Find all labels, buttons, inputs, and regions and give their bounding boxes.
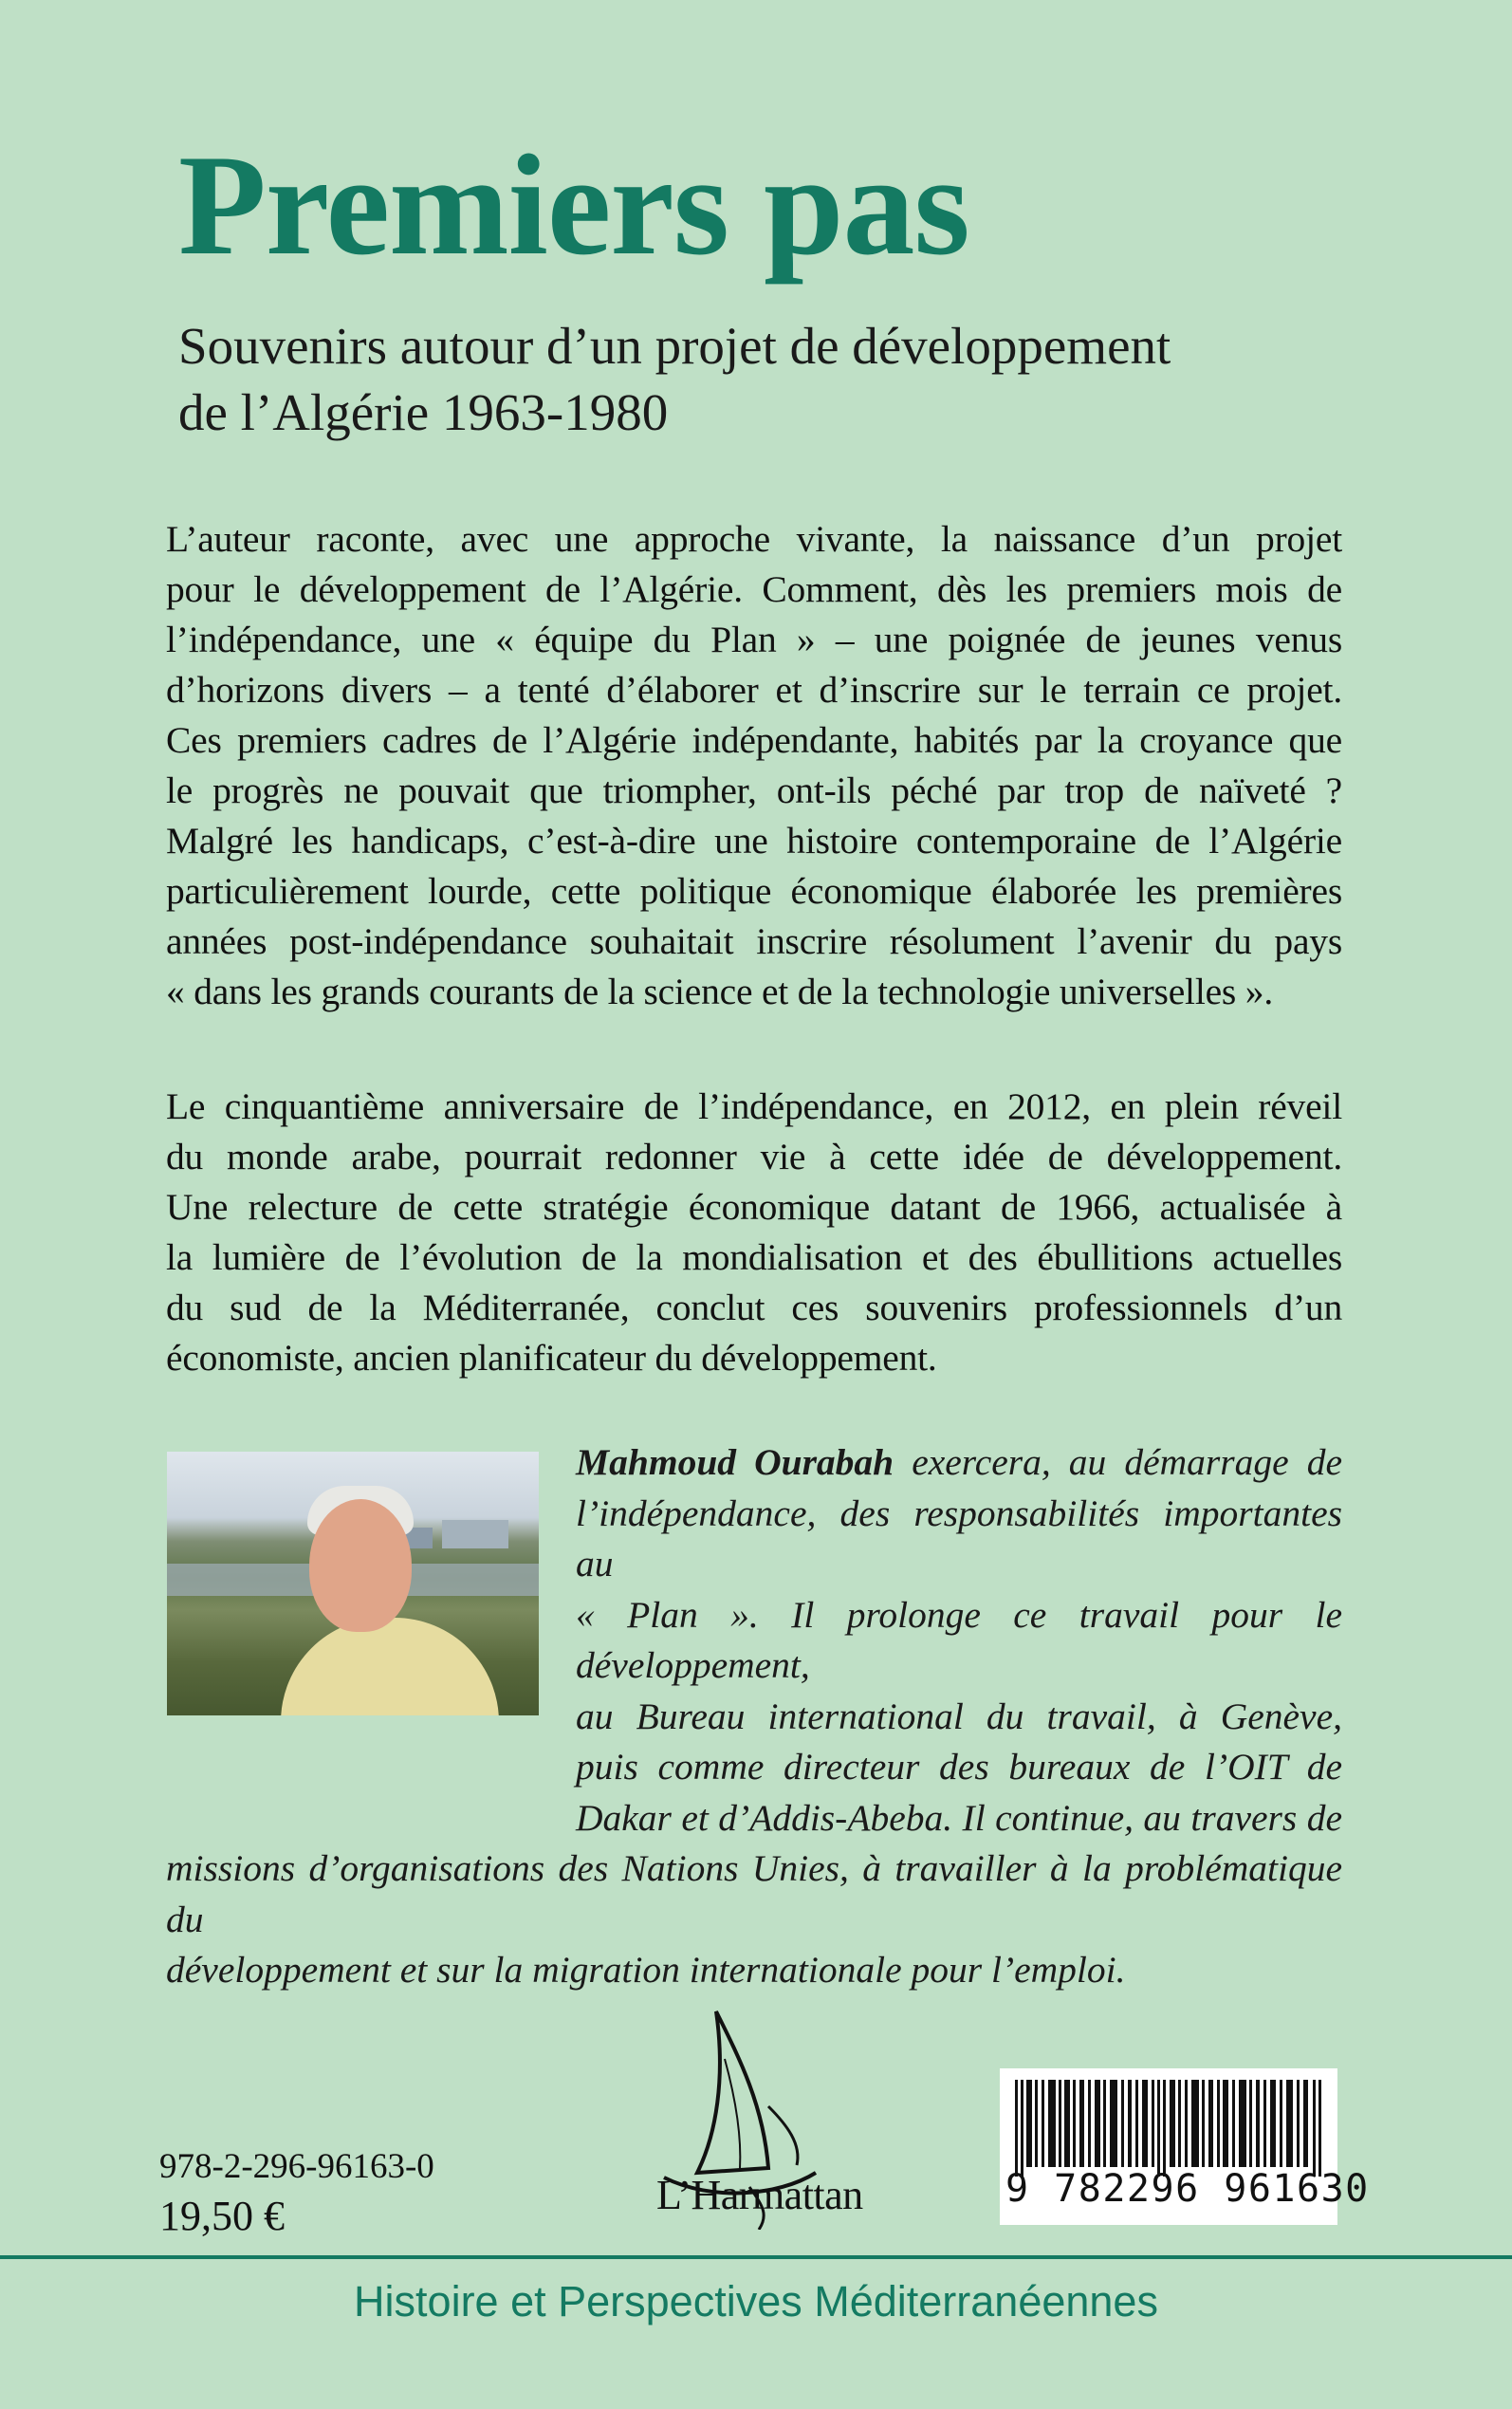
book-subtitle: [178, 313, 1364, 446]
price: 19,50 €: [159, 2193, 285, 2239]
isbn: 978-2-296-96163-0: [159, 2147, 434, 2186]
barcode-bars: [1015, 2080, 1324, 2177]
bio-line: [166, 1437, 1342, 1489]
bio-line: développement et sur la migration internationale pour l’emploi.: [166, 1949, 1126, 1991]
barcode: [1000, 2068, 1370, 2225]
series-name: Histoire et Perspectives Méditerranéennes: [354, 2277, 1158, 2326]
publisher-name: L’Harmattan: [656, 2172, 863, 2218]
bio-line: Dakar et d’Addis-Abeba. Il continue, au travers de: [576, 1796, 1342, 1839]
bio-line: puis comme directeur des bureaux de l’OIT de: [576, 1746, 1342, 1788]
subtitle-line: de l’Algérie 1963-1980: [178, 383, 669, 441]
author-name: Mahmoud Ourabah: [576, 1441, 894, 1483]
bio-line: « Plan ». Il prolonge ce travail pour le développement,: [576, 1593, 1342, 1686]
bio-line: l’indépendance, des responsabilités importantes au: [576, 1492, 1342, 1584]
text-line: le progrès ne pouvait que triompher, ont-ils péché par trop de naïveté ?: [166, 769, 1342, 811]
text-line: pour le développement de l’Algérie. Comment, dès les premiers mois de: [166, 568, 1342, 610]
subtitle-line: Souvenirs autour d’un projet de développement: [178, 317, 1171, 375]
author-bio: [166, 1437, 1342, 1996]
divider: [0, 2255, 1512, 2259]
book-title: Premiers pas: [178, 125, 969, 285]
text-line: L’auteur raconte, avec une approche vivante, la naissance d’un projet: [166, 518, 1342, 560]
text-line: la lumière de l’évolution de la mondialisation et des ébullitions actuelles: [166, 1236, 1342, 1278]
summary-paragraph-2: [166, 1082, 1342, 1383]
text-line: Le cinquantième anniversaire de l’indépendance, en 2012, en plein réveil: [166, 1085, 1342, 1127]
text-line: économiste, ancien planificateur du développement.: [166, 1337, 937, 1379]
bio-line: au Bureau international du travail, à Genève,: [576, 1695, 1342, 1737]
bio-line: missions d’organisations des Nations Unies, à travailler à la problématique du: [166, 1847, 1342, 1940]
text-line: particulièrement lourde, cette politique économique élaborée les premières: [166, 870, 1342, 912]
text-line: du monde arabe, pourrait redonner vie à cette idée de développement.: [166, 1136, 1342, 1177]
text-line: Une relecture de cette stratégie économique datant de 1966, actualisée à: [166, 1186, 1342, 1228]
text-line: l’indépendance, une « équipe du Plan » – une poignée de jeunes venus: [166, 619, 1342, 660]
text-line: années post-indépendance souhaitait inscrire résolument l’avenir du pays: [166, 920, 1342, 962]
text-line: Ces premiers cadres de l’Algérie indépendante, habités par la croyance que: [166, 719, 1342, 761]
text-line: Malgré les handicaps, c’est-à-dire une histoire contemporaine de l’Algérie: [166, 820, 1342, 862]
barcode-number: 9 782296 961630: [1005, 2167, 1370, 2211]
bio-text: exercera, au démarrage de: [894, 1441, 1342, 1483]
text-line: du sud de la Méditerranée, conclut ces souvenirs professionnels d’un: [166, 1287, 1342, 1328]
text-line: « dans les grands courants de la science et de la technologie universelles ».: [166, 971, 1273, 1012]
summary-paragraph-1: [166, 514, 1342, 1017]
text-line: d’horizons divers – a tenté d’élaborer et d’inscrire sur le terrain ce projet.: [166, 669, 1342, 711]
